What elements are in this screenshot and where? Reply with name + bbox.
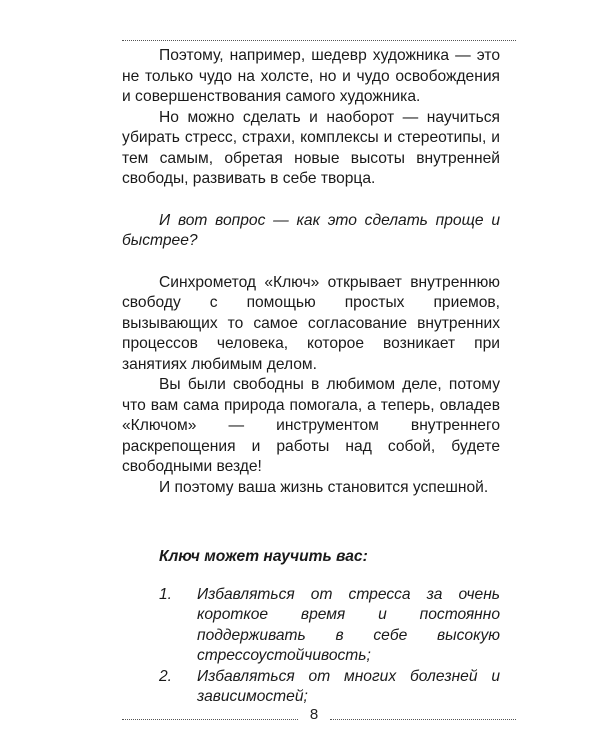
list-item-number: 1. (159, 585, 173, 603)
page-number: 8 (309, 706, 319, 723)
list-item (122, 585, 500, 667)
list-item (122, 667, 500, 708)
spacer (122, 498, 500, 547)
section-heading: Ключ может научить вас: (159, 548, 368, 565)
skills-list (122, 585, 500, 708)
paragraph-synchromethod: Синхрометод «Ключ» открывает внутреннюю свободу с помощью простых приемов, вызывающих то самое согласование внутренних процессов человека, которое возникает при занятиях любимым делом. (122, 273, 500, 373)
spacer (122, 190, 500, 211)
list-item-number: 2. (159, 667, 173, 685)
bottom-dotted-rule-right (330, 719, 516, 720)
list-item-text: Избавляться от многих болезней и зависимостей; (197, 667, 500, 705)
paragraph-masterpiece: Поэтому, например, шедевр художника — это не только чудо на холсте, но и чудо освобождения и совершенствования самого художника. (122, 47, 500, 105)
bottom-dotted-rule-left (122, 719, 298, 720)
top-dotted-rule (122, 40, 516, 41)
spacer (122, 252, 500, 273)
paragraph-success: И поэтому ваша жизнь становится успешной. (159, 478, 489, 496)
paragraph-question: И вот вопрос — как это сделать проще и быстрее? (122, 211, 500, 249)
list-item-text: Избавляться от стресса за очень короткое время и постоянно поддерживать в себе высокую стрессоустойчивость; (197, 585, 500, 664)
paragraph-reverse: Но можно сделать и наоборот — научиться убирать стресс, страхи, комплексы и стереотипы, и тем самым, обретая новые высоты внутренней свободы, развивать в себе творца. (122, 108, 500, 187)
page-body (122, 46, 500, 708)
paragraph-freedom: Вы были свободны в любимом деле, потому что вам сама природа помогала, а теперь, овладев «Ключом» — инструментом внутреннего раскрепощения и работы над собой, будете свободными везде! (122, 376, 500, 475)
